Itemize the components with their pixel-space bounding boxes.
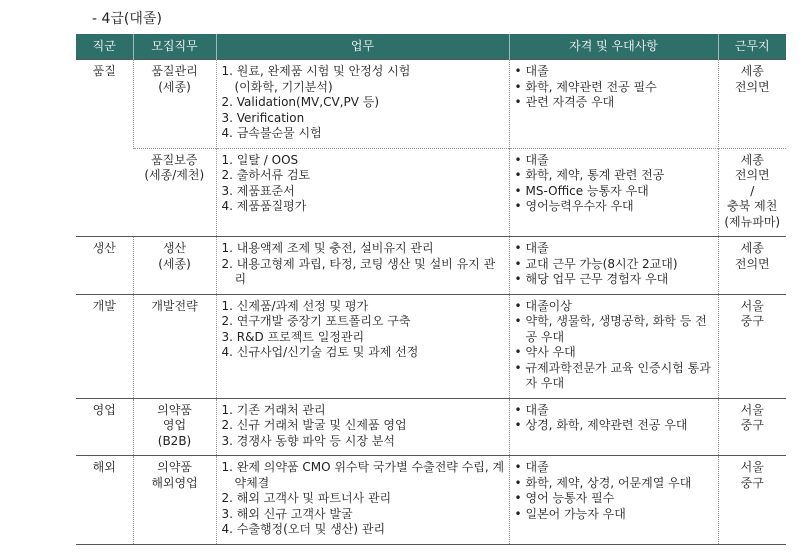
location: 서울 중구 [718, 294, 786, 398]
task-item: 3. 해외 신규 고객사 발굴 [221, 506, 353, 521]
qualification-item: • 약사 우대 [514, 345, 714, 361]
qualification-item: • 대졸이상 [514, 299, 714, 315]
task-item: 2. 출하서류 검토 [221, 168, 311, 182]
job-title: 의약품 영업 (B2B) [133, 398, 216, 456]
table-row [76, 398, 786, 456]
location: 세종 전의면 [718, 60, 786, 149]
qualification-cell [509, 60, 718, 149]
job-group: 생산 [76, 237, 133, 295]
qualification-item: • 영어 능통자 필수 [514, 491, 714, 507]
header-job: 모집직무 [133, 34, 216, 60]
task-item: 2. 내용고형제 과립, 타정, 코팅 생산 및 설비 유지 관리 [221, 256, 496, 286]
task-item: 3. Verification [221, 110, 305, 125]
task-item: 2. 신규 거래처 발굴 및 신제품 영업 [221, 418, 407, 432]
header-group: 직군 [76, 34, 133, 60]
qualification-cell [509, 237, 718, 295]
qualification-item: • 교대 근무 가능(8시간 2교대) [514, 257, 714, 273]
qualification-item: • 일본어 가능자 우대 [514, 507, 714, 523]
job-title: 개발전략 [133, 294, 216, 398]
task-item: 1. 기존 거래처 관리 [221, 402, 326, 417]
qualification-cell [509, 398, 718, 456]
recruitment-table [76, 34, 786, 545]
task-item: 2. 연구개발 중장기 포트폴리오 구축 [221, 314, 411, 328]
qualification-cell [509, 456, 718, 545]
task-item: 4. 제품품질평가 [221, 199, 307, 213]
qualification-item: • 해당 업무 근무 경험자 우대 [514, 272, 714, 288]
task-cell [216, 60, 509, 149]
qualification-cell [509, 294, 718, 398]
task-item: 4. 금속불순물 시험 [221, 126, 322, 140]
job-group: 개발 [76, 294, 133, 398]
location: 세종 전의면 [718, 237, 786, 295]
location: 서울 중구 [718, 456, 786, 545]
task-cell [216, 237, 509, 295]
qualification-item: • 대졸 [514, 64, 714, 80]
qualification-cell [509, 148, 718, 237]
task-item: 4. 신규사업/신기술 검토 및 과제 선정 [221, 345, 419, 359]
header-qualifications: 자격 및 우대사항 [509, 34, 718, 60]
table-row [76, 456, 786, 545]
task-item: 1. 신제품/과제 선정 및 평가 [221, 298, 369, 313]
table-row [76, 148, 786, 237]
task-cell [216, 398, 509, 456]
job-group: 품질 [76, 60, 133, 237]
task-item: 1. 완제 의약품 CMO 위수탁 국가별 수출전략 수립, 계약체결 [221, 460, 505, 490]
task-cell [216, 294, 509, 398]
task-cell [216, 148, 509, 237]
task-item: 3. 경쟁사 동향 파악 등 시장 분석 [221, 433, 395, 448]
qualification-item: • 영어능력우수자 우대 [514, 199, 714, 215]
task-item: 3. 제품표준서 [221, 183, 295, 198]
task-item: 1. 일탈 / OOS [221, 152, 299, 167]
task-item: 1. 내용액제 조제 및 충전, 설비유지 관리 [221, 241, 434, 255]
location: 세종 전의면 / 충북 제천 (제뉴파마) [718, 148, 786, 237]
task-cell [216, 456, 509, 545]
qualification-item: • 상경, 화학, 제약관련 전공 우대 [514, 418, 714, 434]
qualification-item: • 화학, 제약관련 전공 필수 [514, 80, 714, 96]
table-row [76, 60, 786, 149]
header-tasks: 업무 [216, 34, 509, 60]
table-row [76, 237, 786, 295]
header-location: 근무지 [718, 34, 786, 60]
section-title: - 4급(대졸) [92, 11, 162, 27]
location: 서울 중구 [718, 398, 786, 456]
task-item: 2. Validation(MV,CV,PV 등) [221, 95, 380, 109]
job-title: 생산 (세종) [133, 237, 216, 295]
task-item: 3. R&D 프로젝트 일정관리 [221, 329, 365, 344]
qualification-item: • 규제과학전문가 교육 인증시험 통과자 우대 [514, 361, 714, 392]
job-title: 품질보증 (세종/제천) [133, 148, 216, 237]
task-item: 4. 수출행정(오더 및 생산) 관리 [221, 522, 386, 536]
qualification-item: • MS-Office 능통자 우대 [514, 184, 714, 200]
qualification-item: • 대졸 [514, 403, 714, 419]
table-row [76, 294, 786, 398]
task-item: 1. 원료, 완제품 시험 및 안정성 시험 (이화학, 기기분석) [221, 64, 411, 94]
job-group: 영업 [76, 398, 133, 456]
qualification-item: • 대졸 [514, 460, 714, 476]
job-title: 품질관리 (세종) [133, 60, 216, 149]
qualification-item: • 약학, 생물학, 생명공학, 화학 등 전공 우대 [514, 314, 714, 345]
qualification-item: • 화학, 제약, 상경, 어문계열 우대 [514, 476, 714, 492]
job-group: 해외 [76, 456, 133, 545]
qualification-item: • 관련 자격증 우대 [514, 95, 714, 111]
qualification-item: • 대졸 [514, 241, 714, 257]
qualification-item: • 대졸 [514, 153, 714, 169]
table-header-row [76, 34, 786, 60]
job-title: 의약품 해외영업 [133, 456, 216, 545]
qualification-item: • 화학, 제약, 통계 관련 전공 [514, 168, 714, 184]
task-item: 2. 해외 고객사 및 파트너사 관리 [221, 491, 392, 505]
